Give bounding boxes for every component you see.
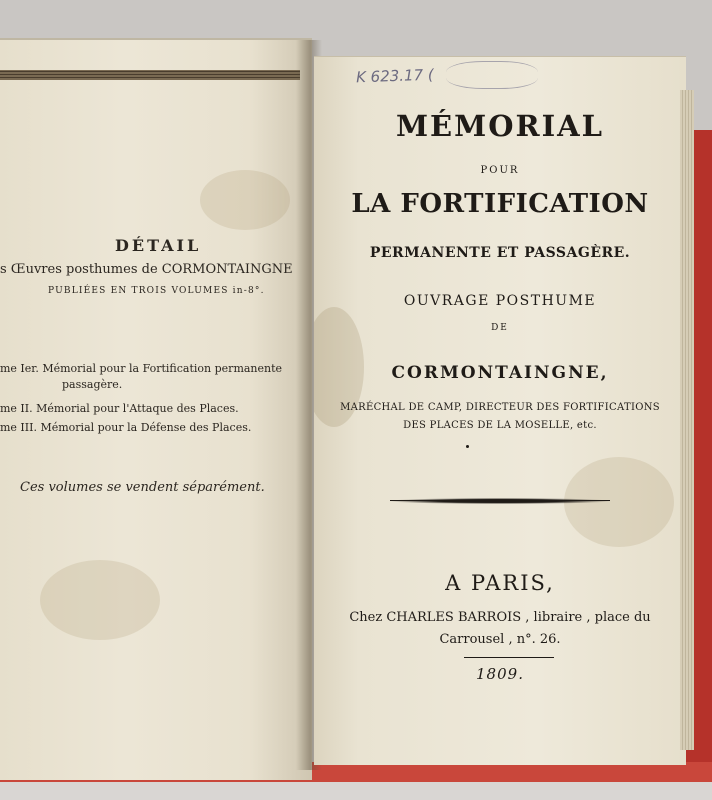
- author-title-1: MARÉCHAL DE CAMP, DIRECTEUR DES FORTIFICATIONS: [340, 402, 660, 413]
- volume-one-cont: passagère.: [62, 378, 123, 391]
- author-name: CORMONTAINGNE,: [391, 363, 609, 383]
- detail-title: DÉTAIL: [115, 236, 202, 255]
- book-title: MÉMORIAL: [395, 109, 605, 143]
- publisher-line-2: Carrousel , n°. 26.: [439, 632, 561, 647]
- volume-two: me II. Mémorial pour l'Attaque des Places.: [0, 402, 239, 415]
- ornamental-rule-line: [390, 500, 610, 501]
- publisher-line-1: Chez CHARLES BARROIS , libraire , place du: [349, 610, 651, 625]
- imprint-rule: [464, 657, 554, 658]
- volume-three: me III. Mémorial pour la Défense des Places.: [0, 421, 252, 434]
- volumes-line: PUBLIÉES EN TROIS VOLUMES in-8°.: [48, 286, 265, 296]
- title-de: DE: [491, 323, 509, 333]
- book-subject: LA FORTIFICATION: [351, 189, 649, 219]
- title-page: [314, 56, 686, 765]
- page-top-edge: [0, 70, 300, 80]
- imprint-year: 1809.: [476, 665, 524, 683]
- shelfmark-bracket: [446, 61, 538, 89]
- shelfmark-note: K 623.17 (: [355, 65, 435, 87]
- works-line: s Œuvres posthumes de CORMONTAINGNE: [0, 262, 293, 277]
- work-type: OUVRAGE POSTHUME: [403, 293, 597, 309]
- ornamental-rule: [390, 498, 610, 504]
- volume-one: me Ier. Mémorial pour la Fortification permanente: [0, 362, 283, 375]
- imprint-city: A PARIS,: [445, 571, 555, 595]
- author-title-2: DES PLACES DE LA MOSELLE, etc.: [403, 420, 597, 431]
- book-subject-sub: PERMANENTE ET PASSAGÈRE.: [369, 245, 631, 261]
- ornament-dot: [466, 445, 469, 448]
- page-block-edge: [680, 90, 694, 750]
- sales-note: Ces volumes se vendent séparément.: [20, 480, 265, 495]
- title-pour: POUR: [480, 165, 520, 176]
- left-page: [0, 38, 312, 780]
- table-surface: [0, 782, 712, 800]
